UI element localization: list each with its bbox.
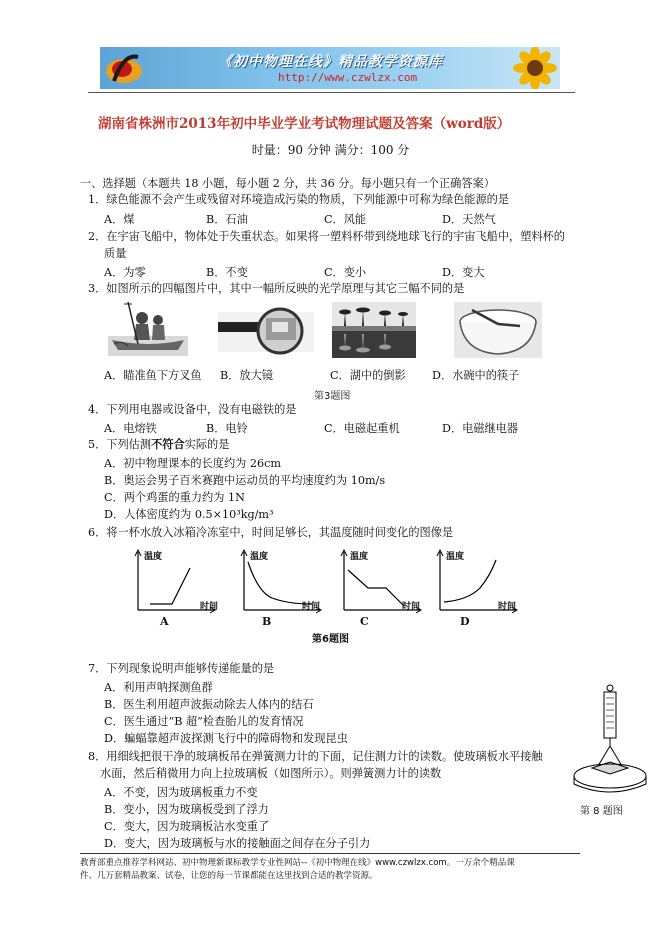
q2-option-a: A．为零 bbox=[104, 266, 146, 279]
q5-option-b: B．奥运会男子百米赛跑中运动员的平均速度约为 10m/s bbox=[104, 474, 386, 487]
q4-option-b: B．电铃 bbox=[206, 422, 248, 435]
graph-b-label: B bbox=[262, 615, 272, 628]
q1-option-d: D．天然气 bbox=[442, 213, 496, 226]
q7-option-b: B．医生利用超声波振动除去人体内的结石 bbox=[104, 698, 314, 711]
q7-option-d: D．蝙蝠靠超声波探测飞行中的障碍物和发现昆虫 bbox=[104, 732, 348, 745]
graph-a-label: A bbox=[160, 615, 169, 628]
q7-stem: 7．下列现象说明声能够传递能量的是 bbox=[88, 662, 275, 675]
q3-caption: 第3题图 bbox=[314, 391, 351, 402]
q8-stem: 8．用细线把很干净的玻璃板吊在弹簧测力计的下面，记住测力计的读数。使玻璃板水平接触 bbox=[88, 750, 543, 763]
q6-caption: 第6题图 bbox=[312, 634, 349, 645]
spearfishing-picture bbox=[108, 300, 188, 356]
q4-stem: 4．下列用电器或设备中，没有电磁铁的是 bbox=[88, 403, 297, 416]
q4-option-a: A．电熔铁 bbox=[104, 422, 157, 435]
q3-option-a: A．瞄准鱼下方叉鱼 bbox=[104, 369, 202, 382]
graph-c-y-label: 温度 bbox=[350, 552, 369, 562]
document-title bbox=[98, 112, 568, 132]
sunflower-icon bbox=[505, 47, 560, 89]
exam-info: 时量：90 分钟 满分：100 分 bbox=[251, 143, 410, 157]
q3-option-b: B．放大镜 bbox=[220, 369, 273, 382]
q8-option-c: C．变大，因为玻璃板沾水变重了 bbox=[104, 820, 270, 833]
graph-d-y-label: 温度 bbox=[446, 552, 465, 562]
q5-stem-post: 实际的是 bbox=[184, 438, 230, 451]
lake-reflection-picture bbox=[332, 302, 416, 358]
q4-option-d: D．电磁继电器 bbox=[442, 422, 519, 435]
bowl-chopstick-picture bbox=[454, 302, 542, 358]
banner-url[interactable]: http://www.czwlzx.com bbox=[278, 71, 418, 84]
q5-stem-emphasis: 不符合 bbox=[151, 437, 185, 451]
footer-divider bbox=[80, 853, 580, 854]
q8-caption: 第 8 题图 bbox=[580, 806, 623, 817]
graph-a-x-label: 时间 bbox=[200, 602, 219, 612]
q2-stem: 2．在宇宙飞船中，物体处于失重状态。如果将一塑料杯带到绕地球飞行的宇宙飞船中，塑料杯的 bbox=[88, 230, 565, 243]
q8-option-b: B．变小，因为玻璃板受到了浮力 bbox=[104, 803, 269, 816]
q3-option-d: D．水碗中的筷子 bbox=[432, 369, 520, 382]
section-heading: 一、选择题（本题共 18 小题，每小题 2 分，共 36 分。每小题只有一个正确答案） bbox=[80, 177, 495, 190]
banner-title: 《初中物理在线》精品教学资源库 bbox=[218, 54, 443, 70]
spring-scale-figure bbox=[570, 684, 650, 798]
graph-c-label: C bbox=[360, 615, 369, 628]
q2-option-c: C．变小 bbox=[324, 266, 367, 279]
q2-option-d: D．变大 bbox=[442, 266, 485, 279]
q1-option-c: C．风能 bbox=[324, 213, 367, 226]
footer-line-1: 教育部重点推荐学科网站、初中物理新课标教学专业性网站--《初中物理在线》www.czwlzx.com。一万余个精品课 bbox=[80, 858, 515, 868]
q6-stem: 6．将一杯水放入冰箱冷冻室中，时间足够长，其温度随时间变化的图像是 bbox=[88, 526, 454, 539]
site-logo-icon bbox=[104, 51, 144, 85]
q5-stem-pre: 5．下列估测 bbox=[88, 438, 152, 451]
graph-d-label: D bbox=[460, 615, 470, 628]
title-subject: 物理试题及答案（word版） bbox=[338, 116, 511, 132]
q8-stem-cont: 水面，然后稍微用力向上拉玻璃板（如图所示）。则弹簧测力计的读数 bbox=[100, 767, 442, 780]
q5-option-d: D．人体密度约为 0.5×10³kg/m³ bbox=[104, 508, 274, 521]
title-exam: 年初中毕业学业考试 bbox=[216, 116, 339, 132]
q4-option-c: C．电磁起重机 bbox=[324, 422, 400, 435]
title-region: 湖南省株洲市 bbox=[98, 116, 179, 132]
q3-stem: 3．如图所示的四幅图片中，其中一幅所反映的光学原理与其它三幅不同的是 bbox=[88, 282, 465, 295]
q8-option-d: D．变大，因为玻璃板与水的接触面之间存在分子引力 bbox=[104, 837, 371, 850]
footer-line-2: 件、几万套精品教案、试卷，让您的每一节课都能在这里找到合适的教学资源。 bbox=[80, 871, 378, 881]
graph-b-x-label: 时间 bbox=[302, 602, 321, 612]
magnifier-picture bbox=[218, 304, 314, 358]
q1-stem: 1．绿色能源不会产生或残留对环境造成污染的物质，下列能源中可称为绿色能源的是 bbox=[88, 193, 510, 206]
q2-stem-cont: 质量 bbox=[104, 247, 127, 260]
q7-option-c: C．医生通过“B 超”检查胎儿的发育情况 bbox=[104, 715, 304, 728]
graph-a-y-label: 温度 bbox=[144, 552, 163, 562]
q1-option-b: B．石油 bbox=[206, 213, 248, 226]
q5-option-c: C．两个鸡蛋的重力约为 1N bbox=[104, 491, 245, 504]
q3-option-c: C．湖中的倒影 bbox=[330, 369, 406, 382]
graph-b-y-label: 温度 bbox=[250, 552, 269, 562]
graph-d-x-label: 时间 bbox=[498, 602, 517, 612]
q5-option-a: A．初中物理课本的长度约为 26cm bbox=[104, 457, 281, 470]
graph-c-x-label: 时间 bbox=[402, 602, 421, 612]
q5-stem bbox=[88, 437, 229, 452]
q8-option-a: A．不变，因为玻璃板重力不变 bbox=[104, 786, 258, 799]
q1-option-a: A．煤 bbox=[104, 213, 135, 226]
page-footer bbox=[80, 857, 580, 883]
q2-option-b: B．不变 bbox=[206, 266, 248, 279]
header-banner bbox=[100, 47, 560, 89]
q7-option-a: A．利用声呐探测鱼群 bbox=[104, 681, 213, 694]
title-year: 2013 bbox=[179, 116, 217, 132]
header-divider bbox=[88, 92, 575, 93]
